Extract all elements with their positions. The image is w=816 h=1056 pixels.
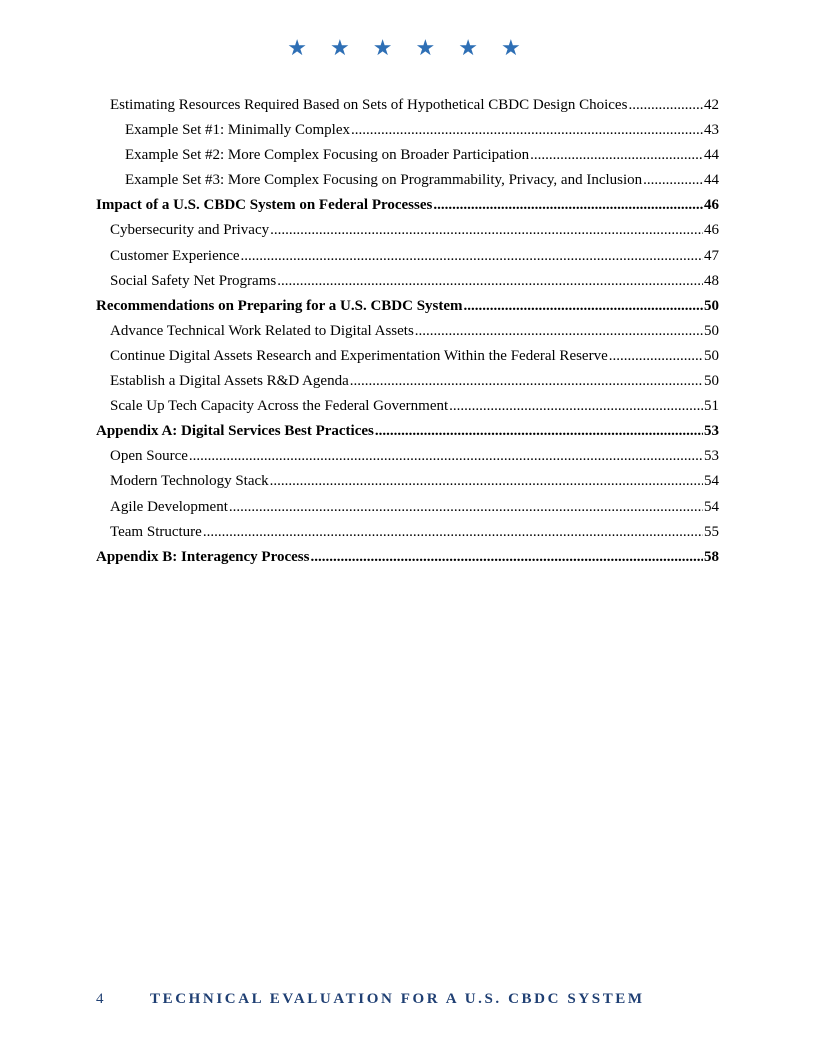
running-title: TECHNICAL EVALUATION FOR A U.S. CBDC SYSTEM [150, 991, 645, 1007]
toc-entry[interactable] [96, 193, 719, 218]
toc-entry-page: 51 [704, 398, 719, 415]
toc-entry-title: Advance Technical Work Related to Digital Assets [110, 322, 414, 339]
toc-entry-page: 58 [704, 548, 719, 565]
dot-leader [464, 294, 703, 319]
toc-entry-page: 54 [704, 473, 719, 490]
toc-entry[interactable] [96, 168, 719, 193]
toc-entry-page: 54 [704, 498, 719, 515]
toc-entry-page: 44 [704, 147, 719, 164]
toc-entry-page: 55 [704, 523, 719, 540]
toc-entry-title: Recommendations on Preparing for a U.S. CBDC System [96, 297, 463, 314]
dot-leader [643, 168, 703, 193]
star-icon: ★ [458, 36, 486, 61]
dot-leader [229, 495, 703, 520]
star-icon: ★ [372, 36, 401, 61]
dot-leader [241, 244, 703, 269]
toc-entry-title: Customer Experience [110, 247, 240, 264]
dot-leader [530, 143, 703, 168]
toc-entry-title: Example Set #1: Minimally Complex [125, 122, 350, 139]
dot-leader [277, 269, 703, 294]
toc-entry-page: 50 [704, 322, 719, 339]
toc-entry[interactable] [96, 143, 719, 168]
star-icon: ★ [330, 36, 358, 61]
dot-leader [310, 545, 703, 570]
toc-entry-title: Example Set #2: More Complex Focusing on Broader Participation [125, 147, 530, 164]
toc-entry[interactable] [96, 369, 719, 394]
toc-entry-page: 46 [704, 197, 719, 214]
toc-entry-title: Agile Development [110, 498, 228, 515]
page-footer [96, 987, 645, 1011]
toc-entry-page: 53 [704, 423, 719, 440]
toc-entry[interactable] [96, 545, 719, 570]
toc-entry-page: 44 [704, 172, 719, 189]
toc-entry-title: Establish a Digital Assets R&D Agenda [110, 373, 349, 390]
toc-entry[interactable] [96, 218, 719, 243]
toc-entry-title: Scale Up Tech Capacity Across the Federal Government [110, 398, 449, 415]
toc-entry[interactable] [96, 469, 719, 494]
toc-entry[interactable] [96, 244, 719, 269]
toc-entry-title: Continue Digital Assets Research and Experimentation Within the Federal Reserve [110, 347, 608, 364]
toc-entry[interactable] [96, 495, 719, 520]
toc-entry-page: 48 [704, 272, 719, 289]
toc-entry-title: Modern Technology Stack [110, 473, 269, 490]
dot-leader [189, 444, 703, 469]
toc-entry-page: 50 [704, 297, 719, 314]
star-row-decoration [0, 34, 816, 64]
dot-leader [270, 469, 703, 494]
dot-leader [350, 369, 703, 394]
toc-entry[interactable] [96, 419, 719, 444]
toc-entry-title: Appendix B: Interagency Process [96, 548, 310, 565]
toc-entry[interactable] [96, 344, 719, 369]
toc-entry-title: Social Safety Net Programs [110, 272, 277, 289]
dot-leader [415, 319, 703, 344]
toc-entry-page: 46 [704, 222, 719, 239]
toc-entry[interactable] [96, 118, 719, 143]
page-number: 4 [96, 991, 104, 1007]
toc-entry-page: 43 [704, 122, 719, 139]
dot-leader [375, 419, 703, 444]
toc-entry-title: Example Set #3: More Complex Focusing on Programmability, Privacy, and Inclusion [125, 172, 643, 189]
dot-leader [203, 520, 703, 545]
toc-entry-title: Team Structure [110, 523, 202, 540]
toc-entry-title: Cybersecurity and Privacy [110, 222, 270, 239]
toc-entry[interactable] [96, 93, 719, 118]
toc-entry-title: Appendix A: Digital Services Best Practices [96, 423, 374, 440]
star-icon: ★ [287, 36, 316, 61]
dot-leader [609, 344, 703, 369]
dot-leader [449, 394, 703, 419]
toc-entry[interactable] [96, 444, 719, 469]
toc-entry[interactable] [96, 394, 719, 419]
dot-leader [433, 193, 703, 218]
toc-entry-page: 50 [704, 347, 719, 364]
toc-entry-title: Open Source [110, 448, 188, 465]
star-icon: ★ [415, 36, 444, 61]
dot-leader [628, 93, 703, 118]
toc-entry[interactable] [96, 319, 719, 344]
toc-entry-title: Impact of a U.S. CBDC System on Federal Processes [96, 197, 433, 214]
toc-entry-title: Estimating Resources Required Based on Sets of Hypothetical CBDC Design Choices [110, 97, 628, 113]
toc-entry[interactable] [96, 269, 719, 294]
dot-leader [351, 118, 703, 143]
toc-entry[interactable] [96, 520, 719, 545]
toc-entry-page: 47 [704, 247, 719, 264]
toc-entry-page: 53 [704, 448, 719, 465]
dot-leader [270, 218, 703, 243]
table-of-contents [96, 93, 719, 570]
toc-entry[interactable] [96, 294, 719, 319]
toc-entry-page: 42 [704, 97, 719, 113]
star-icon: ★ [500, 36, 529, 61]
toc-entry-page: 50 [704, 373, 719, 390]
